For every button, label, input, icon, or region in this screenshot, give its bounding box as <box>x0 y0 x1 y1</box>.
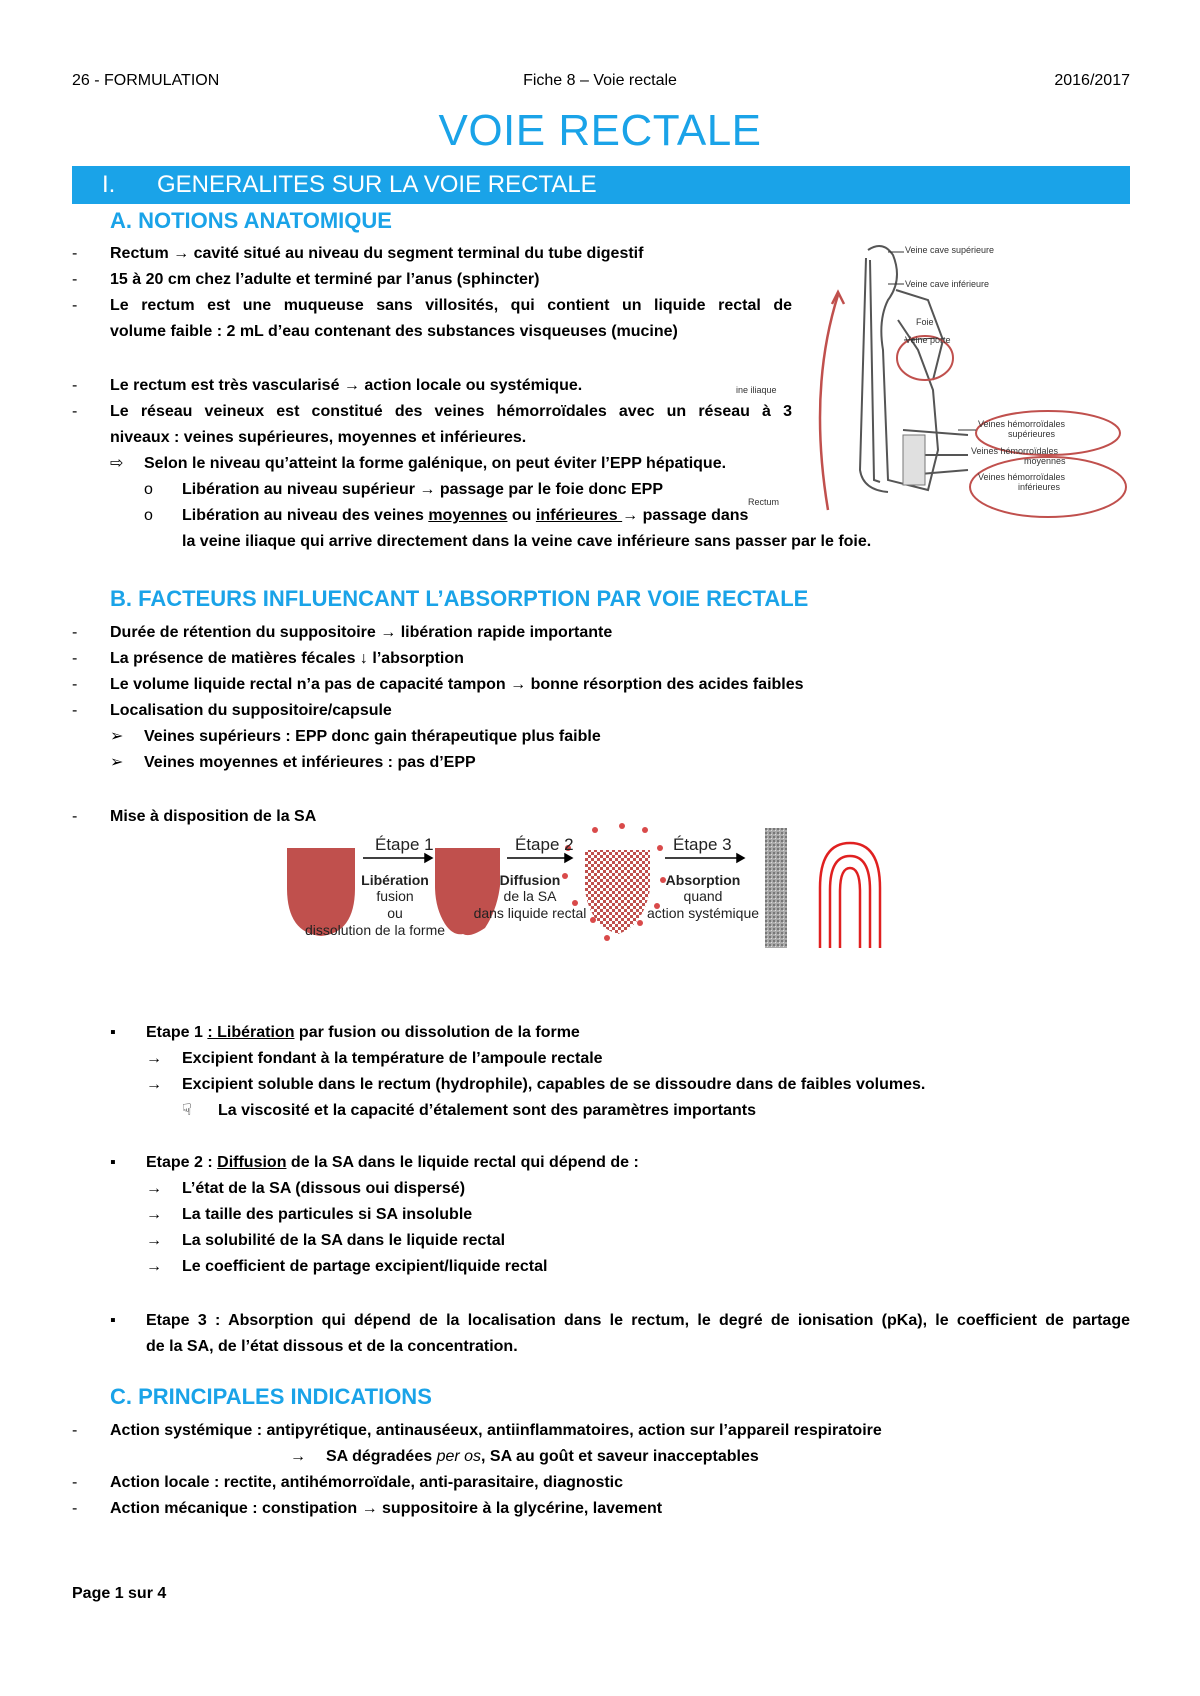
c-line-4: - Action mécanique : constipation → suppositoire à la glycérine, lavement <box>72 1500 663 1517</box>
rectal-wall <box>765 828 787 948</box>
page-footer: Page 1 sur 4 <box>72 1585 167 1602</box>
label-diffusion: Diffusion <box>499 872 561 888</box>
circle-bullet-icon: o <box>144 481 153 498</box>
arrow-right-icon: → <box>146 1050 162 1067</box>
label-vcs: Veine cave supérieure <box>905 245 995 255</box>
red-arrow <box>820 295 838 510</box>
hand-icon: ☟ <box>182 1102 192 1119</box>
a-line-2: - 15 à 20 cm chez l’adulte et terminé par l’anus (sphincter) <box>72 271 540 288</box>
a-line-4: - Le rectum est très vascularisé → action locale ou systémique. <box>72 377 583 394</box>
label-liberation: Libération <box>361 872 429 888</box>
label-inf1: Veines hémorroïdales <box>978 472 1066 482</box>
label-absorption: Absorption <box>665 872 741 888</box>
label-inf2: inférieures <box>1018 482 1061 492</box>
header-center: Fiche 8 – Voie rectale <box>523 72 677 89</box>
label-dans-liquide: dans liquide rectal <box>473 905 587 921</box>
a-line-8: o Libération au niveau des veines moyennes ou inférieures → passage dans <box>144 505 748 527</box>
label-dissolution: dissolution de la forme <box>304 922 446 938</box>
section-a-title: A. NOTIONS ANATOMIQUE <box>110 208 392 233</box>
label-ou: ou <box>387 905 403 921</box>
triangle-bullet-icon: ➢ <box>110 728 124 745</box>
label-moy1: Veines hémorroïdales <box>971 446 1059 456</box>
b-line-3: - Le volume liquide rectal n’a pas de capacité tampon → bonne résorption des acides faibles <box>72 676 804 693</box>
square-bullet-icon: ▪ <box>110 1154 116 1171</box>
a-line-1: - Rectum → cavité situé au niveau du segment terminal du tube digestif <box>72 245 644 262</box>
b-line-4: - Localisation du suppositoire/capsule <box>72 702 392 719</box>
label-action: action systémique <box>646 905 760 921</box>
arrow-right-icon: → <box>146 1180 162 1197</box>
label-rectum: Rectum <box>748 497 780 507</box>
b-line-7: - Mise à disposition de la SA <box>72 808 317 825</box>
a-line-3b: volume faible : 2 mL d’eau contenant des substances visqueuses (mucine) <box>110 323 678 340</box>
a-line-7: o Libération au niveau supérieur → passage par le foie donc EPP <box>144 479 663 501</box>
arrow-right-icon: → <box>290 1448 306 1465</box>
etape-1: ▪ Etape 1 : Libération par fusion ou dissolution de la forme <box>110 1022 580 1044</box>
label-foie: Foie <box>916 317 934 327</box>
a-line-6: ⇨ Selon le niveau qu’atteint la forme galénique, on peut éviter l’EPP hépatique. <box>110 453 726 475</box>
c-line-1: - Action systémique : antipyrétique, antinauséeux, antiinflammatoires, action sur l’appareil respiratoire <box>72 1422 882 1439</box>
vena-cava-line <box>870 260 880 482</box>
arrow-icon: ⇨ <box>110 455 124 472</box>
section-b-title: B. FACTEURS INFLUENCANT L’ABSORPTION PAR VOIE RECTALE <box>110 586 809 611</box>
etape-1-a: → Excipient fondant à la température de l’ampoule rectale <box>146 1048 603 1070</box>
b-line-6: ➢ Veines moyennes et inférieures : pas d’EPP <box>110 752 476 774</box>
b-line-2: - La présence de matières fécales ↓ l’absorption <box>72 650 464 667</box>
label-vci: Veine cave inférieure <box>905 279 990 289</box>
label-iliaque: ine iliaque <box>736 385 777 395</box>
section-c-title: C. PRINCIPALES INDICATIONS <box>110 1384 432 1409</box>
label-fusion: fusion <box>376 888 414 904</box>
label-sup1: Veines hémorroïdales <box>978 419 1066 429</box>
etape-2-a: → L’état de la SA (dissous oui dispersé) <box>146 1178 465 1200</box>
etape-1-b: → Excipient soluble dans le rectum (hydrophile), capables de se dissoudre dans de faibles volumes. <box>146 1074 925 1096</box>
a-line-5b: niveaux : veines supérieures, moyennes et inférieures. <box>110 429 527 446</box>
etape-1-c: ☟ La viscosité et la capacité d’étalement sont des paramètres importants <box>182 1100 756 1122</box>
arrow-right-icon: → <box>146 1232 162 1249</box>
etape-2-b: → La taille des particules si SA insoluble <box>146 1204 472 1226</box>
section-number: I. <box>102 171 116 198</box>
square-bullet-icon: ▪ <box>110 1312 116 1329</box>
c-line-3: - Action locale : rectite, antihémorroïdale, anti-parasitaire, diagnostic <box>72 1474 624 1491</box>
section-bar-1 <box>72 166 1130 204</box>
rectum-shape <box>903 435 925 485</box>
a-line-3a: - Le rectum est une muqueuse sans villosités, qui contient un liquide rectal de <box>72 297 792 314</box>
c-line-2: → SA dégradées per os, SA au goût et saveur inacceptables <box>290 1446 759 1468</box>
etape-3-a: ▪ Etape 3 : Absorption qui dépend de la localisation dans le rectum, le degré de ionisation (pKa), le coefficient de partage <box>110 1310 1130 1332</box>
triangle-bullet-icon: ➢ <box>110 754 124 771</box>
absorption-arcs <box>820 843 880 948</box>
label-etape-3: Étape 3 <box>673 835 732 854</box>
a-line-9: la veine iliaque qui arrive directement dans la veine cave inférieure sans passer par le foie. <box>182 533 872 550</box>
label-porte: Veine porte <box>905 335 951 345</box>
b-line-1: - Durée de rétention du suppositoire → libération rapide importante <box>72 624 613 641</box>
arrow-right-icon: → <box>146 1206 162 1223</box>
label-etape-1: Étape 1 <box>375 835 434 854</box>
label-etape-2: Étape 2 <box>515 835 574 854</box>
a-line-5a: - Le réseau veineux est constitué des veines hémorroïdales avec un réseau à 3 <box>72 403 792 420</box>
steps-diagram <box>285 828 965 973</box>
venous-network-diagram <box>736 230 1133 520</box>
header-right: 2016/2017 <box>1054 72 1130 89</box>
page-title: VOIE RECTALE <box>438 106 762 155</box>
arrow-right-icon: → <box>146 1076 162 1093</box>
label-quand: quand <box>683 888 723 904</box>
etape-2-d: → Le coefficient de partage excipient/liquide rectal <box>146 1256 547 1278</box>
label-de-la-sa: de la SA <box>503 888 557 904</box>
label-moy2: moyennes <box>1024 456 1066 466</box>
arrow-right-icon: → <box>146 1258 162 1275</box>
label-sup2: supérieures <box>1008 429 1056 439</box>
etape-2-c: → La solubilité de la SA dans le liquide rectal <box>146 1230 505 1252</box>
circle-bullet-icon: o <box>144 507 153 524</box>
section-title: GENERALITES SUR LA VOIE RECTALE <box>157 171 597 198</box>
square-bullet-icon: ▪ <box>110 1024 116 1041</box>
etape-2: ▪ Etape 2 : Diffusion de la SA dans le liquide rectal qui dépend de : <box>110 1152 639 1174</box>
header-left: 26 - FORMULATION <box>72 72 220 89</box>
b-line-5: ➢ Veines supérieurs : EPP donc gain thérapeutique plus faible <box>110 726 601 748</box>
etape-3-b: de la SA, de l’état dissous et de la concentration. <box>146 1338 518 1355</box>
